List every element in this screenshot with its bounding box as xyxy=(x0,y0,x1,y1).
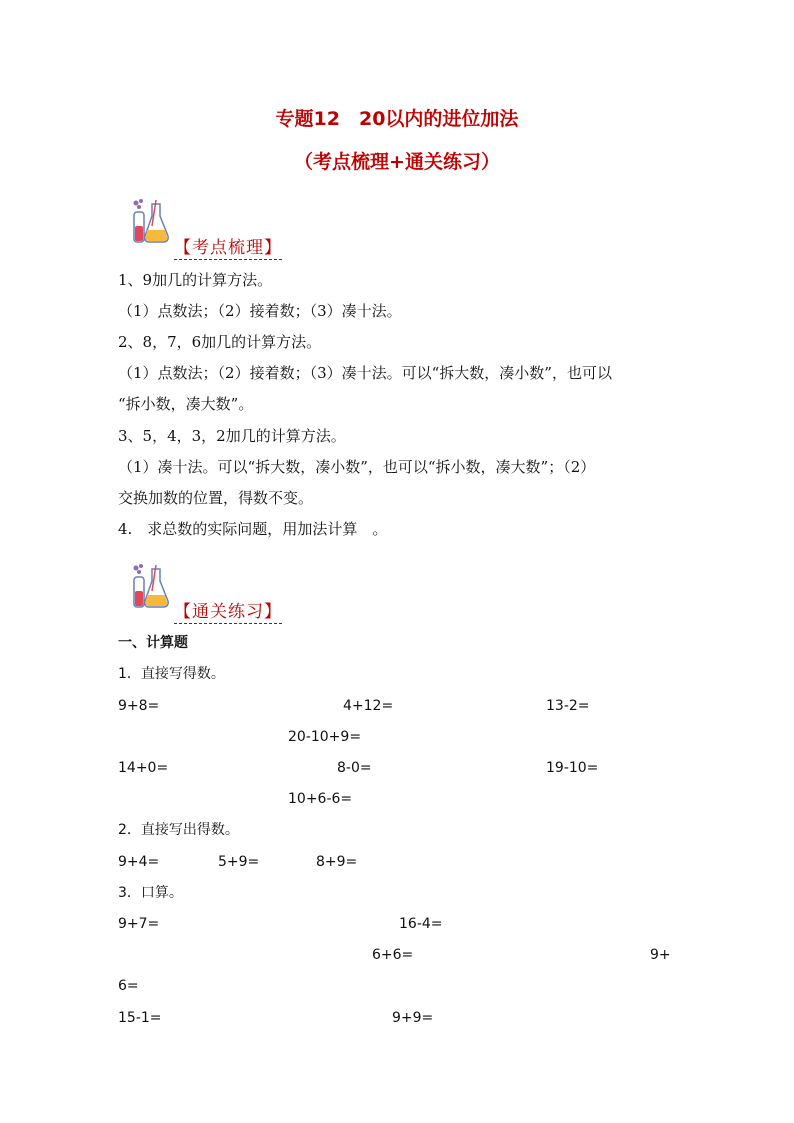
math-item: 9+4= xyxy=(118,854,160,870)
math-item: 14+0= xyxy=(118,760,169,776)
math-item: 10+6-6= xyxy=(288,791,353,807)
math-item: 6= xyxy=(118,978,139,994)
text-line: （1）点数法；（2）接着数；（3）凑十法。可以“拆大数，凑小数”，也可以 xyxy=(118,364,612,382)
text-line: 4. 求总数的实际问题，用加法计算 。 xyxy=(118,520,388,538)
math-item: 13-2= xyxy=(546,698,590,714)
text-line: （1）凑十法。可以“拆大数，凑小数”，也可以“拆小数，凑大数”；（2） xyxy=(118,458,596,476)
math-item: 9+ xyxy=(650,947,671,963)
question-title: 1．直接写得数。 xyxy=(118,666,225,682)
math-item: 19-10= xyxy=(546,760,599,776)
question-title: 2．直接写出得数。 xyxy=(118,822,239,838)
part-title: 一、计算题 xyxy=(118,635,188,651)
text-line: （1）点数法；（2）接着数；（3）凑十法。 xyxy=(118,302,402,320)
text-line: “拆小数，凑大数”。 xyxy=(118,395,254,413)
math-item: 20-10+9= xyxy=(288,729,362,745)
lab-flask-icon xyxy=(130,198,170,246)
math-item: 9+9= xyxy=(392,1010,434,1026)
text-line: 3、5，4，3，2加几的计算方法。 xyxy=(118,427,346,445)
page-title: 专题12 20以内的进位加法 xyxy=(275,108,519,130)
math-item: 4+12= xyxy=(343,698,394,714)
math-item: 8+9= xyxy=(316,854,358,870)
section-label-practice: 【通关练习】 xyxy=(174,597,282,624)
text-line: 交换加数的位置，得数不变。 xyxy=(118,489,314,507)
math-item: 9+8= xyxy=(118,698,160,714)
question-title: 3．口算。 xyxy=(118,885,183,901)
math-item: 15-1= xyxy=(118,1010,162,1026)
section-label-key-points: 【考点梳理】 xyxy=(174,233,282,260)
text-line: 1、9加几的计算方法。 xyxy=(118,271,273,289)
math-item: 16-4= xyxy=(399,916,443,932)
lab-flask-icon xyxy=(130,563,170,611)
math-item: 8-0= xyxy=(337,760,372,776)
text-line: 2、8，7，6加几的计算方法。 xyxy=(118,333,322,351)
page-subtitle: （考点梳理+通关练习） xyxy=(294,151,500,173)
math-item: 9+7= xyxy=(118,916,160,932)
math-item: 5+9= xyxy=(218,854,260,870)
math-item: 6+6= xyxy=(372,947,414,963)
